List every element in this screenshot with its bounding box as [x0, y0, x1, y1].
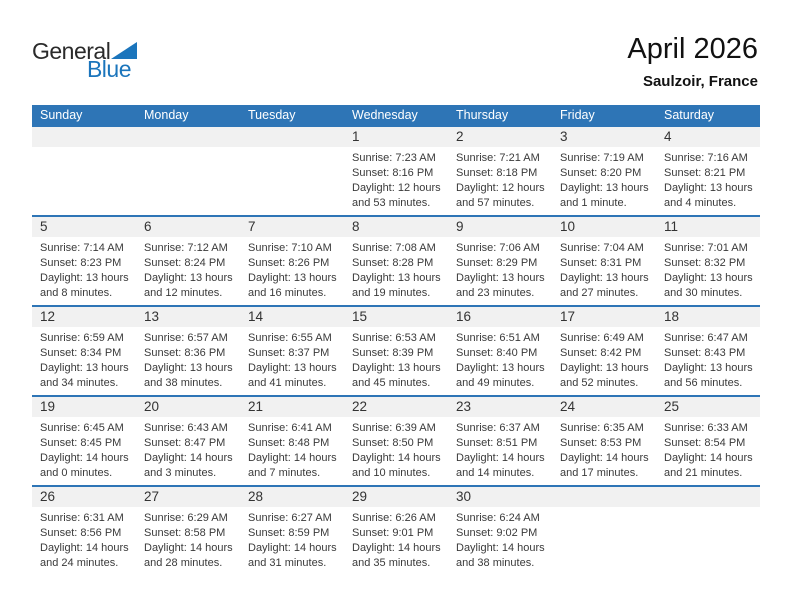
- day-details: [240, 237, 344, 301]
- sunset-text: Sunset: 8:54 PM: [664, 437, 746, 449]
- sunset-text: Sunset: 8:53 PM: [560, 437, 642, 449]
- day-number: [240, 127, 344, 147]
- daylight-text: Daylight: 12 hours and 57 minutes.: [456, 182, 545, 209]
- sunset-text: Sunset: 8:45 PM: [40, 437, 122, 449]
- daylight-text: Daylight: 13 hours and 12 minutes.: [144, 272, 233, 299]
- day-details: [136, 417, 240, 481]
- weeks-container: [32, 125, 760, 575]
- sunrise-text: Sunrise: 7:21 AM: [456, 152, 540, 164]
- day-cell-9: [448, 217, 552, 305]
- daylight-text: Daylight: 14 hours and 28 minutes.: [144, 542, 233, 569]
- day-cell-24: [552, 397, 656, 485]
- day-number: 5: [32, 217, 136, 237]
- sunrise-text: Sunrise: 6:33 AM: [664, 422, 748, 434]
- daylight-text: Daylight: 13 hours and 16 minutes.: [248, 272, 337, 299]
- sunset-text: Sunset: 8:16 PM: [352, 167, 434, 179]
- sunset-text: Sunset: 8:42 PM: [560, 347, 642, 359]
- day-details: [448, 237, 552, 301]
- sunrise-text: Sunrise: 6:43 AM: [144, 422, 228, 434]
- daylight-text: Daylight: 13 hours and 38 minutes.: [144, 362, 233, 389]
- day-cell-22: [344, 397, 448, 485]
- sunrise-text: Sunrise: 7:19 AM: [560, 152, 644, 164]
- day-cell-14: [240, 307, 344, 395]
- day-cell-12: [32, 307, 136, 395]
- day-number: 26: [32, 487, 136, 507]
- day-number: 19: [32, 397, 136, 417]
- sunset-text: Sunset: 8:23 PM: [40, 257, 122, 269]
- daylight-text: Daylight: 13 hours and 1 minute.: [560, 182, 649, 209]
- week-row-4: [32, 395, 760, 485]
- sunset-text: Sunset: 8:26 PM: [248, 257, 330, 269]
- day-cell-16: [448, 307, 552, 395]
- sunrise-text: Sunrise: 6:45 AM: [40, 422, 124, 434]
- sunrise-text: Sunrise: 6:39 AM: [352, 422, 436, 434]
- sunrise-text: Sunrise: 6:29 AM: [144, 512, 228, 524]
- daylight-text: Daylight: 14 hours and 3 minutes.: [144, 452, 233, 479]
- day-number: 21: [240, 397, 344, 417]
- day-cell-25: [656, 397, 760, 485]
- daylight-text: Daylight: 13 hours and 4 minutes.: [664, 182, 753, 209]
- day-details: [136, 237, 240, 301]
- day-number: 17: [552, 307, 656, 327]
- daylight-text: Daylight: 14 hours and 35 minutes.: [352, 542, 441, 569]
- daylight-text: Daylight: 13 hours and 27 minutes.: [560, 272, 649, 299]
- daylight-text: Daylight: 14 hours and 7 minutes.: [248, 452, 337, 479]
- general-blue-logo: [32, 38, 132, 83]
- empty-day-cell: [656, 487, 760, 575]
- day-details: [448, 327, 552, 391]
- sunrise-text: Sunrise: 6:26 AM: [352, 512, 436, 524]
- day-cell-19: [32, 397, 136, 485]
- day-number: 16: [448, 307, 552, 327]
- day-number: 1: [344, 127, 448, 147]
- day-number: [552, 487, 656, 507]
- day-details: [32, 507, 136, 571]
- week-row-1: [32, 125, 760, 215]
- sunset-text: Sunset: 8:47 PM: [144, 437, 226, 449]
- sunset-text: Sunset: 8:39 PM: [352, 347, 434, 359]
- daylight-text: Daylight: 13 hours and 34 minutes.: [40, 362, 129, 389]
- day-number: 29: [344, 487, 448, 507]
- day-details: [656, 327, 760, 391]
- daylight-text: Daylight: 13 hours and 52 minutes.: [560, 362, 649, 389]
- day-details: [32, 417, 136, 481]
- sunrise-text: Sunrise: 6:24 AM: [456, 512, 540, 524]
- sunset-text: Sunset: 8:34 PM: [40, 347, 122, 359]
- day-cell-13: [136, 307, 240, 395]
- weekday-header-thursday: Thursday: [456, 108, 509, 122]
- sunset-text: Sunset: 8:51 PM: [456, 437, 538, 449]
- day-cell-5: [32, 217, 136, 305]
- day-cell-20: [136, 397, 240, 485]
- sunset-text: Sunset: 8:37 PM: [248, 347, 330, 359]
- logo-text-general: General: [32, 38, 111, 64]
- day-cell-21: [240, 397, 344, 485]
- day-details: [656, 237, 760, 301]
- day-number: 27: [136, 487, 240, 507]
- daylight-text: Daylight: 14 hours and 24 minutes.: [40, 542, 129, 569]
- sunrise-text: Sunrise: 6:35 AM: [560, 422, 644, 434]
- sunset-text: Sunset: 8:48 PM: [248, 437, 330, 449]
- sunrise-text: Sunrise: 7:10 AM: [248, 242, 332, 254]
- sunrise-text: Sunrise: 6:47 AM: [664, 332, 748, 344]
- sunrise-text: Sunrise: 6:55 AM: [248, 332, 332, 344]
- sunset-text: Sunset: 8:56 PM: [40, 527, 122, 539]
- location-subtitle: Saulzoir, France: [642, 73, 758, 90]
- title-block: [627, 33, 758, 90]
- day-details: [448, 147, 552, 211]
- daylight-text: Daylight: 14 hours and 10 minutes.: [352, 452, 441, 479]
- day-number: [32, 127, 136, 147]
- day-cell-26: [32, 487, 136, 575]
- day-number: 9: [448, 217, 552, 237]
- empty-day-cell: [240, 127, 344, 215]
- weekday-header-wednesday: Wednesday: [352, 108, 418, 122]
- day-details: [32, 327, 136, 391]
- day-details: [240, 417, 344, 481]
- day-number: 7: [240, 217, 344, 237]
- weekday-header-saturday: Saturday: [664, 108, 715, 122]
- sunset-text: Sunset: 9:01 PM: [352, 527, 434, 539]
- weekday-header-row: [32, 105, 760, 125]
- day-cell-8: [344, 217, 448, 305]
- sunrise-text: Sunrise: 6:27 AM: [248, 512, 332, 524]
- day-number: 2: [448, 127, 552, 147]
- day-cell-23: [448, 397, 552, 485]
- sunset-text: Sunset: 8:58 PM: [144, 527, 226, 539]
- sunrise-text: Sunrise: 6:37 AM: [456, 422, 540, 434]
- sunrise-text: Sunrise: 6:41 AM: [248, 422, 332, 434]
- day-number: 10: [552, 217, 656, 237]
- day-number: 20: [136, 397, 240, 417]
- day-number: [136, 127, 240, 147]
- empty-day-cell: [136, 127, 240, 215]
- day-cell-27: [136, 487, 240, 575]
- day-number: 30: [448, 487, 552, 507]
- sunrise-text: Sunrise: 6:57 AM: [144, 332, 228, 344]
- day-details: [136, 507, 240, 571]
- day-number: 18: [656, 307, 760, 327]
- sunrise-text: Sunrise: 6:51 AM: [456, 332, 540, 344]
- day-details: [448, 417, 552, 481]
- empty-day-cell: [552, 487, 656, 575]
- sunset-text: Sunset: 8:21 PM: [664, 167, 746, 179]
- day-number: 4: [656, 127, 760, 147]
- day-number: 14: [240, 307, 344, 327]
- day-details: [240, 327, 344, 391]
- sunset-text: Sunset: 8:18 PM: [456, 167, 538, 179]
- daylight-text: Daylight: 14 hours and 17 minutes.: [560, 452, 649, 479]
- day-details: [136, 327, 240, 391]
- daylight-text: Daylight: 13 hours and 41 minutes.: [248, 362, 337, 389]
- weekday-header-sunday: Sunday: [40, 108, 83, 122]
- daylight-text: Daylight: 14 hours and 14 minutes.: [456, 452, 545, 479]
- day-number: 11: [656, 217, 760, 237]
- sunset-text: Sunset: 8:43 PM: [664, 347, 746, 359]
- sunset-text: Sunset: 8:32 PM: [664, 257, 746, 269]
- sunset-text: Sunset: 8:28 PM: [352, 257, 434, 269]
- sunset-text: Sunset: 8:40 PM: [456, 347, 538, 359]
- day-details: [344, 237, 448, 301]
- day-cell-30: [448, 487, 552, 575]
- day-details: [552, 147, 656, 211]
- daylight-text: Daylight: 13 hours and 49 minutes.: [456, 362, 545, 389]
- sunrise-text: Sunrise: 6:31 AM: [40, 512, 124, 524]
- sunrise-text: Sunrise: 7:01 AM: [664, 242, 748, 254]
- day-number: [656, 487, 760, 507]
- daylight-text: Daylight: 14 hours and 0 minutes.: [40, 452, 129, 479]
- calendar-grid: [32, 105, 760, 575]
- sunrise-text: Sunrise: 7:06 AM: [456, 242, 540, 254]
- sunset-text: Sunset: 8:29 PM: [456, 257, 538, 269]
- day-number: 3: [552, 127, 656, 147]
- day-cell-17: [552, 307, 656, 395]
- sunrise-text: Sunrise: 7:23 AM: [352, 152, 436, 164]
- day-cell-6: [136, 217, 240, 305]
- daylight-text: Daylight: 13 hours and 56 minutes.: [664, 362, 753, 389]
- sunrise-text: Sunrise: 6:53 AM: [352, 332, 436, 344]
- day-number: 6: [136, 217, 240, 237]
- sunset-text: Sunset: 8:20 PM: [560, 167, 642, 179]
- daylight-text: Daylight: 13 hours and 23 minutes.: [456, 272, 545, 299]
- week-row-5: [32, 485, 760, 575]
- empty-day-cell: [32, 127, 136, 215]
- day-details: [32, 237, 136, 301]
- sunrise-text: Sunrise: 7:16 AM: [664, 152, 748, 164]
- day-number: 22: [344, 397, 448, 417]
- day-cell-11: [656, 217, 760, 305]
- daylight-text: Daylight: 13 hours and 19 minutes.: [352, 272, 441, 299]
- day-cell-7: [240, 217, 344, 305]
- day-cell-29: [344, 487, 448, 575]
- sunset-text: Sunset: 8:36 PM: [144, 347, 226, 359]
- sunrise-text: Sunrise: 7:08 AM: [352, 242, 436, 254]
- sunrise-text: Sunrise: 7:04 AM: [560, 242, 644, 254]
- logo-text-blue: Blue: [86, 56, 131, 82]
- weekday-header-tuesday: Tuesday: [248, 108, 296, 122]
- day-number: 28: [240, 487, 344, 507]
- day-details: [656, 147, 760, 211]
- sunset-text: Sunset: 8:50 PM: [352, 437, 434, 449]
- daylight-text: Daylight: 13 hours and 8 minutes.: [40, 272, 129, 299]
- daylight-text: Daylight: 13 hours and 30 minutes.: [664, 272, 753, 299]
- day-details: [344, 507, 448, 571]
- page-title: April 2026: [627, 33, 758, 65]
- sunset-text: Sunset: 8:31 PM: [560, 257, 642, 269]
- daylight-text: Daylight: 13 hours and 45 minutes.: [352, 362, 441, 389]
- daylight-text: Daylight: 14 hours and 21 minutes.: [664, 452, 753, 479]
- daylight-text: Daylight: 12 hours and 53 minutes.: [352, 182, 441, 209]
- day-cell-2: [448, 127, 552, 215]
- daylight-text: Daylight: 14 hours and 38 minutes.: [456, 542, 545, 569]
- day-details: [344, 327, 448, 391]
- day-details: [448, 507, 552, 571]
- day-cell-15: [344, 307, 448, 395]
- daylight-text: Daylight: 14 hours and 31 minutes.: [248, 542, 337, 569]
- day-cell-10: [552, 217, 656, 305]
- day-number: 13: [136, 307, 240, 327]
- day-cell-18: [656, 307, 760, 395]
- weekday-header-friday: Friday: [560, 108, 595, 122]
- week-row-3: [32, 305, 760, 395]
- day-details: [344, 147, 448, 211]
- day-number: 24: [552, 397, 656, 417]
- day-cell-3: [552, 127, 656, 215]
- day-details: [552, 327, 656, 391]
- day-details: [552, 237, 656, 301]
- day-cell-4: [656, 127, 760, 215]
- day-number: 8: [344, 217, 448, 237]
- sunset-text: Sunset: 8:59 PM: [248, 527, 330, 539]
- day-details: [552, 417, 656, 481]
- week-row-2: [32, 215, 760, 305]
- sunrise-text: Sunrise: 6:59 AM: [40, 332, 124, 344]
- day-details: [656, 417, 760, 481]
- sunrise-text: Sunrise: 6:49 AM: [560, 332, 644, 344]
- sunset-text: Sunset: 9:02 PM: [456, 527, 538, 539]
- sunrise-text: Sunrise: 7:14 AM: [40, 242, 124, 254]
- day-cell-28: [240, 487, 344, 575]
- day-number: 12: [32, 307, 136, 327]
- day-details: [344, 417, 448, 481]
- day-details: [240, 507, 344, 571]
- sunrise-text: Sunrise: 7:12 AM: [144, 242, 228, 254]
- day-number: 25: [656, 397, 760, 417]
- day-cell-1: [344, 127, 448, 215]
- day-number: 15: [344, 307, 448, 327]
- day-number: 23: [448, 397, 552, 417]
- weekday-header-monday: Monday: [144, 108, 189, 122]
- sunset-text: Sunset: 8:24 PM: [144, 257, 226, 269]
